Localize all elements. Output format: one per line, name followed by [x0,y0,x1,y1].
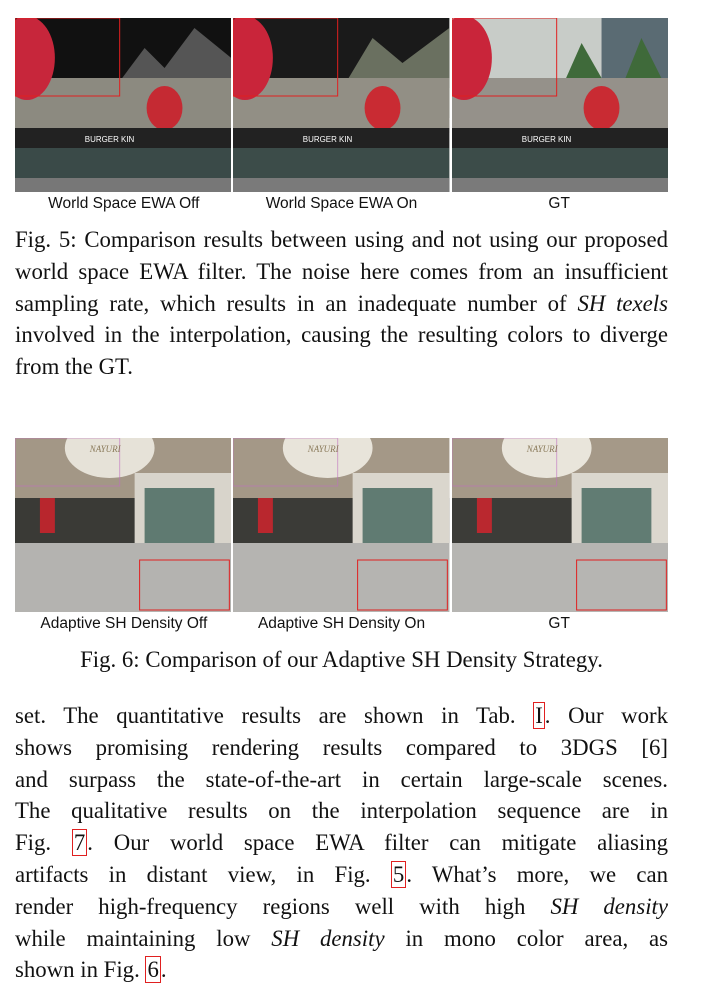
sign-text: BURGER KIN [84,134,135,145]
body-paragraph [15,700,668,986]
figure-5 [15,18,668,213]
text-line: set. The quantitative results are shown in Tab. I. Our work [15,703,668,728]
panel-label: Adaptive SH Density Off [40,615,208,632]
figure-5-caption: Fig. 5: Comparison results between using and not using our proposed world space EWA filter. The noise here comes from an insufficient sampling rate, which results in an inadequate number of SH texels involved in the interpolation, causing the resulting colors to diverge from the GT. [15,227,668,380]
figure-5-panel-ewa-off [15,18,231,192]
figure-6-ref-link[interactable]: 6 [147,957,159,983]
text-line: Fig. 7. Our world space EWA filter can mitigate aliasing [15,830,668,856]
figure-6-panel-on [233,438,449,612]
text-line: shown in Fig. 6. [15,957,167,983]
figure-5-panel-gt [452,18,668,192]
text-line: and surpass the state-of-the-art in certain large-scale scenes. [15,766,668,792]
panel-label: World Space EWA On [265,195,418,212]
panel-label: GT [548,615,570,632]
text-line: The qualitative results on the interpolation sequence are in [15,798,668,824]
text-line: render high-frequency regions well with high SH density [15,893,668,919]
figure-6 [15,438,668,633]
text-line: shows promising rendering results compared to 3DGS [6] [15,734,668,760]
figure-5-panels [15,18,668,192]
text-line: artifacts in distant view, in Fig. 5. What’s more, we can [15,861,668,887]
panel-label: Adaptive SH Density On [257,615,426,632]
figure-6-caption: Fig. 6: Comparison of our Adaptive SH Density Strategy. [80,647,603,672]
sign-text: NAYURI [526,443,558,455]
figure-7-ref-link[interactable]: 7 [73,830,86,856]
figure-6-panel-gt [452,438,668,612]
text-line: while maintaining low SH density in mono color area, as [15,925,668,951]
figure-5-labels [15,195,668,213]
figure-6-labels [15,615,668,633]
panel-label: World Space EWA Off [48,195,200,212]
figure-6-panel-off [15,438,231,612]
figure-5-panel-ewa-on [233,18,449,192]
figure-6-panels [15,438,668,612]
figure-5-ref-link[interactable]: 5 [392,861,405,887]
table-ref-link[interactable]: I [535,703,543,728]
sign-text: BURGER KIN [303,134,353,145]
panel-label: GT [548,195,570,212]
sign-text: NAYURI [89,443,121,455]
sign-text: BURGER KIN [521,134,571,145]
sign-text: NAYURI [308,443,339,455]
